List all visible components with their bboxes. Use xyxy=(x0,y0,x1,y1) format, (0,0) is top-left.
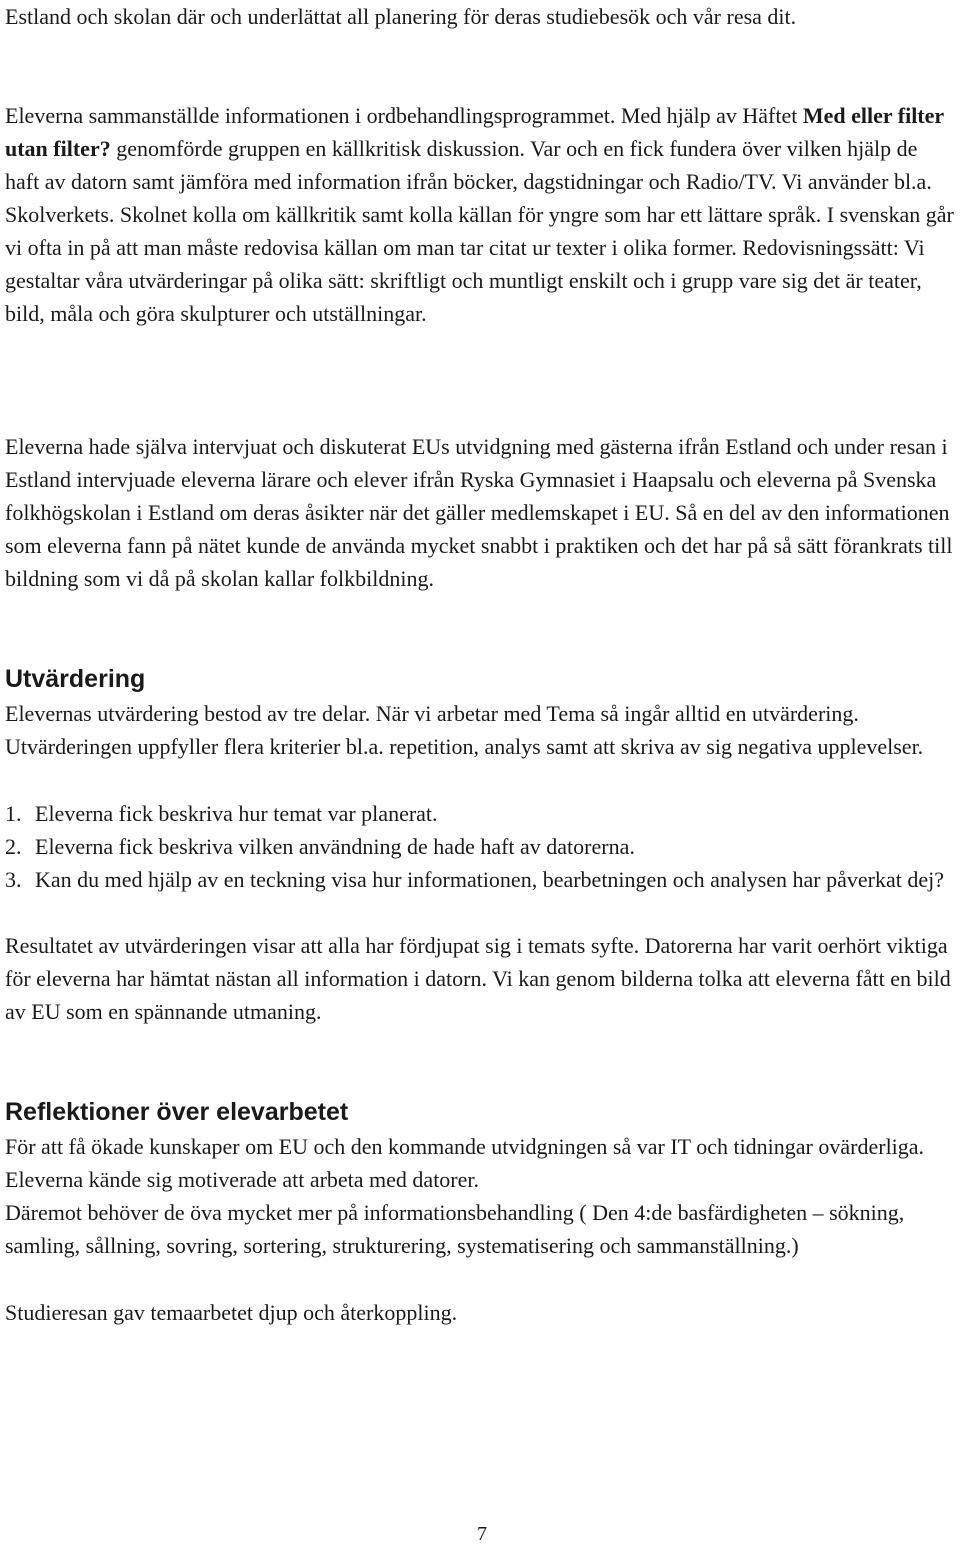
list-item-number: 1. xyxy=(5,801,22,826)
utvardering-intro xyxy=(5,697,955,763)
utvardering-result-text: Resultatet av utvärderingen visar att alla har fördjupat sig i temats syfte. Datorerna har varit oerhört viktiga för eleverna har hämtat nästan all information i datorn. Vi kan genom bilderna tolka att eleverna fått en bild av EU som en spännande utmaning. xyxy=(5,933,951,1024)
intro-paragraph-3 xyxy=(5,430,955,595)
list-item-number: 2. xyxy=(5,834,22,859)
reflektioner-paragraph-2 xyxy=(5,1196,955,1262)
intro-paragraph-1-text: Estland och skolan där och underlättat all planering för deras studiebesök och vår resa dit. xyxy=(5,4,797,29)
booklet-title: Med eller filter utan filter? xyxy=(5,103,944,161)
list-item-text: Kan du med hjälp av en teckning visa hur informationen, bearbetningen och analysen har påverkat dej? xyxy=(35,867,945,892)
utvardering-intro-text: Elevernas utvärdering bestod av tre delar. När vi arbetar med Tema så ingår alltid en utvärdering. Utvärderingen uppfyller flera kriterier bl.a. repetition, analys samt att skriva av sig negativa upplevelser. xyxy=(5,701,924,759)
section-heading-utvardering: Utvärdering xyxy=(5,665,146,693)
list-item xyxy=(5,863,955,896)
list-item xyxy=(5,797,955,830)
intro-paragraph-2 xyxy=(5,99,955,330)
intro-paragraph-3-text: Eleverna hade själva intervjuat och diskuterat EUs utvidgning med gästerna ifrån Estland och under resan i Estland intervjuade eleverna lärare och elever ifrån Ryska Gymnasiet i Haapsalu och eleverna på Svenska folkhögskolan i Estland om deras åsikter när det gäller medlemskapet i EU. Så en del av den informationen som eleverna fann på nätet kunde de använda mycket snabbt i praktiken och det har på så sätt förankrats till bildning som vi då på skolan kallar folkbildning. xyxy=(5,434,953,591)
utvardering-result xyxy=(5,929,955,1028)
list-item-text: Eleverna fick beskriva hur temat var planerat. xyxy=(35,801,438,826)
intro-paragraph-2-text-b: genomförde gruppen en källkritisk diskussion. Var och en fick fundera över vilken hjälp de haft av datorn samt jämföra med information ifrån böcker, dagstidningar och Radio/TV. Vi använder bl.a. Skolverkets. Skolnet kolla om källkritik samt kolla källan för yngre som har ett lättare språk. I svenskan går vi ofta in på att man måste redovisa källan om man tar citat ur texter i olika former. Redovisningssätt: Vi gestaltar våra utvärderingar på olika sätt: skriftligt och muntligt enskilt och i grupp vare sig det är teater, bild, måla och göra skulpturer och utställningar. xyxy=(5,136,954,326)
reflektioner-paragraph-1 xyxy=(5,1130,955,1196)
reflektioner-paragraph-3-text: Studieresan gav temaarbetet djup och återkoppling. xyxy=(5,1300,458,1325)
intro-paragraph-2-text-a: Eleverna sammanställde informationen i ordbehandlingsprogrammet. Med hjälp av Häftet xyxy=(5,103,803,128)
reflektioner-paragraph-3 xyxy=(5,1296,955,1329)
utvardering-list xyxy=(5,797,955,896)
reflektioner-paragraph-1-text: För att få ökade kunskaper om EU och den kommande utvidgningen så var IT och tidningar ovärderliga. Eleverna kände sig motiverade att arbeta med datorer. xyxy=(5,1134,925,1192)
page-number: 7 xyxy=(477,1523,487,1545)
section-heading-reflektioner: Reflektioner över elevarbetet xyxy=(5,1098,349,1126)
reflektioner-paragraph-2-text: Däremot behöver de öva mycket mer på informationsbehandling ( Den 4:de basfärdigheten – sökning, samling, sållning, sovring, sortering, strukturering, systematisering och sammanställning.) xyxy=(5,1200,905,1258)
list-item-text: Eleverna fick beskriva vilken användning de hade haft av datorerna. xyxy=(35,834,635,859)
list-item-number: 3. xyxy=(5,867,22,892)
list-item xyxy=(5,830,955,863)
intro-paragraph-1 xyxy=(5,0,955,33)
